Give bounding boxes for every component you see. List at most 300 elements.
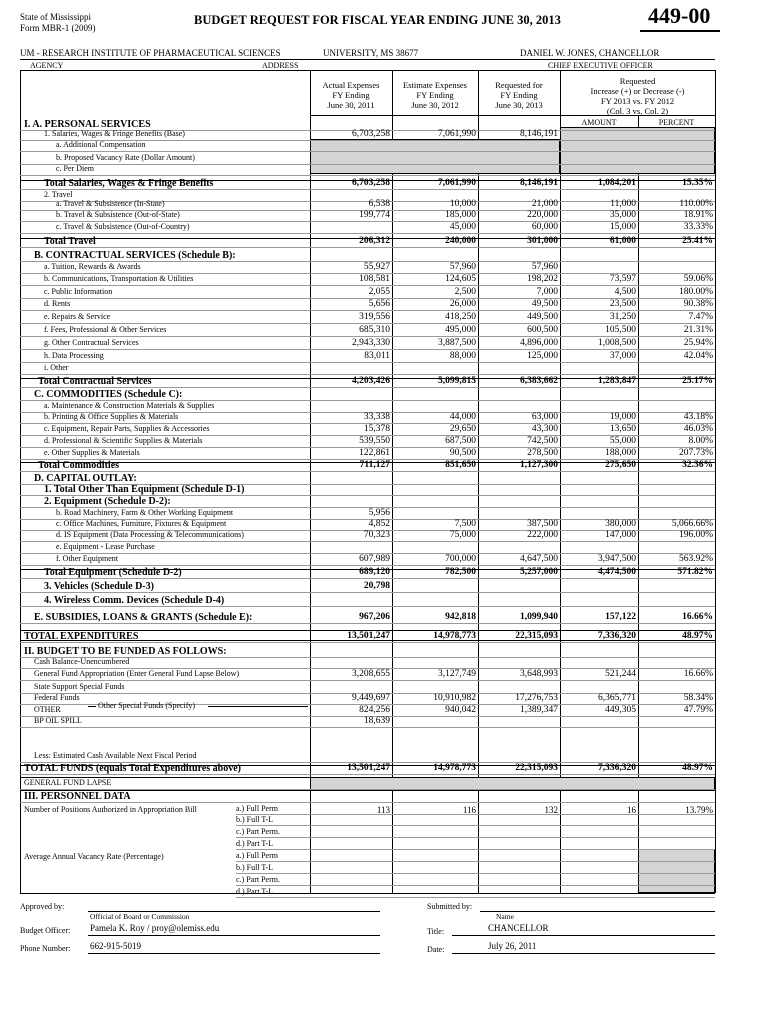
row-label: b. Printing & Office Supplies & Materials bbox=[44, 412, 179, 421]
agency-label: AGENCY bbox=[30, 61, 64, 70]
row-label: II. BUDGET TO BE FUNDED AS FOLLOWS: bbox=[24, 646, 227, 657]
cell-requested: 21,000 bbox=[531, 199, 558, 209]
personnel-separator bbox=[236, 897, 715, 898]
cell-change: 1,084,201 bbox=[598, 178, 636, 188]
table-bottom-border bbox=[20, 893, 715, 894]
row-separator bbox=[20, 151, 715, 152]
cell-requested: 49,500 bbox=[531, 299, 558, 309]
personnel-sublabel: d.) Part T-L bbox=[236, 839, 274, 848]
cell-actual: 18,639 bbox=[363, 716, 390, 726]
positions-change: 16 bbox=[627, 805, 636, 815]
cell-estimate: 14,978,773 bbox=[433, 631, 476, 641]
cell-actual: 824,256 bbox=[359, 705, 390, 715]
row-label: c. Public Information bbox=[44, 287, 113, 296]
cell-requested: 43,300 bbox=[531, 424, 558, 434]
cell-requested: 125,000 bbox=[527, 351, 558, 361]
cell-requested: 600,500 bbox=[527, 325, 558, 335]
cell-change: 13,650 bbox=[609, 424, 636, 434]
row-label: a. Tuition, Rewards & Awards bbox=[44, 262, 141, 271]
cell-requested: 278,500 bbox=[527, 448, 558, 458]
cell-percent: 47.79% bbox=[683, 705, 713, 715]
row-label: 2. Equipment (Schedule D-2): bbox=[44, 496, 171, 507]
cell-change: 275,650 bbox=[605, 460, 636, 470]
cell-actual: 2,055 bbox=[368, 287, 390, 297]
col-header-requested bbox=[478, 80, 560, 110]
col-header-estimate bbox=[392, 80, 478, 110]
cell-actual: 199,774 bbox=[359, 210, 390, 220]
col-header-actual-text: Actual Expenses FY Ending June 30, 2011 bbox=[322, 80, 380, 110]
cell-requested: 8,146,191 bbox=[520, 178, 558, 188]
section-rule bbox=[20, 630, 715, 631]
positions-requested: 132 bbox=[544, 805, 558, 815]
row-label: 1. Total Other Than Equipment (Schedule D-1) bbox=[44, 484, 245, 495]
personnel-sublabel: b.) Full T-L bbox=[236, 863, 274, 872]
other-special-funds-label: Other Special Funds (Specify) bbox=[98, 701, 196, 710]
row-label: e. Equipment - Lease Purchase bbox=[56, 542, 155, 551]
cell-actual: 20,798 bbox=[363, 581, 390, 591]
shaded-block-vacancy bbox=[638, 849, 715, 893]
cell-estimate: 687,500 bbox=[445, 436, 476, 446]
row-separator bbox=[20, 233, 715, 234]
cell-percent: 5,066.66% bbox=[671, 519, 713, 529]
table-top-border bbox=[20, 70, 715, 71]
cell-actual: 711,127 bbox=[359, 460, 390, 470]
cell-estimate: 495,000 bbox=[445, 325, 476, 335]
cell-change: 37,000 bbox=[609, 351, 636, 361]
cell-change: 55,000 bbox=[609, 436, 636, 446]
agency-name: UM - RESEARCH INSTITUTE OF PHARMACEUTICAL SCIENCES bbox=[20, 48, 281, 58]
official-label: Official of Board or Commission bbox=[90, 912, 190, 921]
row-label: D. CAPITAL OUTLAY: bbox=[34, 473, 137, 484]
row-separator bbox=[20, 285, 715, 286]
cell-percent: 58.34% bbox=[683, 693, 713, 703]
row-label: 3. Vehicles (Schedule D-3) bbox=[44, 581, 154, 592]
date-label: Date: bbox=[427, 945, 445, 954]
row-separator bbox=[20, 642, 715, 643]
cell-change: 6,365,771 bbox=[598, 693, 636, 703]
cell-change: 35,000 bbox=[609, 210, 636, 220]
row-separator bbox=[20, 189, 715, 190]
row-label: i. Other bbox=[44, 363, 69, 372]
positions-estimate: 116 bbox=[462, 805, 476, 815]
row-label: d. IS Equipment (Data Processing & Telecommunications) bbox=[56, 530, 244, 539]
row-separator bbox=[20, 349, 715, 350]
cell-actual: 2,943,330 bbox=[352, 338, 390, 348]
submitted-by-label: Submitted by: bbox=[427, 902, 473, 911]
personnel-separator bbox=[236, 837, 715, 838]
positions-label: Number of Positions Authorized in Appropriation Bill bbox=[24, 805, 197, 814]
cell-estimate: 124,605 bbox=[445, 274, 476, 284]
cell-requested: 63,000 bbox=[531, 412, 558, 422]
cell-requested: 22,315,093 bbox=[515, 763, 558, 773]
cell-percent: 110.00% bbox=[679, 199, 713, 209]
row-label: Less: Estimated Cash Available Next Fiscal Period bbox=[34, 751, 197, 760]
phone-label: Phone Number: bbox=[20, 944, 71, 953]
row-separator bbox=[20, 362, 715, 363]
cell-estimate: 26,000 bbox=[449, 299, 476, 309]
cell-actual: 689,120 bbox=[359, 567, 390, 577]
shaded-block-personal bbox=[310, 139, 560, 174]
agency-officer: DANIEL W. JONES, CHANCELLOR bbox=[520, 48, 660, 58]
row-separator bbox=[20, 310, 715, 311]
cell-estimate: 240,000 bbox=[445, 236, 476, 246]
cell-actual: 967,206 bbox=[359, 612, 390, 622]
cell-requested: 1,099,940 bbox=[520, 612, 558, 622]
row-label: GENERAL FUND LAPSE bbox=[24, 778, 112, 787]
vacancy-label: Average Annual Vacancy Rate (Percentage) bbox=[24, 852, 164, 861]
row-label: d. Professional & Scientific Supplies & Materials bbox=[44, 436, 203, 445]
cell-requested: 1,389,347 bbox=[520, 705, 558, 715]
row-separator bbox=[20, 606, 715, 607]
row-label: e. Repairs & Service bbox=[44, 312, 111, 321]
title-label: Title: bbox=[427, 927, 445, 936]
cell-percent: 563.92% bbox=[678, 554, 713, 564]
cell-change: 31,250 bbox=[609, 312, 636, 322]
address-label: ADDRESS bbox=[262, 61, 299, 70]
approved-by-label: Approved by: bbox=[20, 902, 65, 911]
col-header-percent: PERCENT bbox=[658, 118, 695, 127]
cell-requested: 8,146,191 bbox=[520, 129, 558, 139]
section-rule bbox=[20, 640, 715, 641]
cell-change: 1,283,847 bbox=[598, 376, 636, 386]
cell-percent: 207.73% bbox=[678, 448, 713, 458]
cell-requested: 7,000 bbox=[536, 287, 558, 297]
cell-requested: 220,000 bbox=[527, 210, 558, 220]
row-label: Total Commodities bbox=[38, 460, 120, 471]
cell-estimate: 45,000 bbox=[449, 222, 476, 232]
row-separator bbox=[20, 623, 715, 624]
cell-change: 15,000 bbox=[609, 222, 636, 232]
cell-actual: 83,011 bbox=[364, 351, 390, 361]
row-label: Total Salaries, Wages & Fringe Benefits bbox=[44, 178, 214, 189]
other-funds-tick bbox=[88, 706, 96, 707]
row-label: TOTAL FUNDS (equals Total Expenditures above) bbox=[24, 763, 241, 774]
row-separator bbox=[20, 471, 715, 472]
row-label: c. Travel & Subsistence (Out-of-Country) bbox=[56, 222, 190, 231]
cell-percent: 25.41% bbox=[682, 236, 713, 246]
cell-percent: 42.04% bbox=[683, 351, 713, 361]
cell-change: 7,336,320 bbox=[598, 631, 636, 641]
row-label: C. COMMODITIES (Schedule C): bbox=[34, 389, 183, 400]
cell-percent: 59.06% bbox=[683, 274, 713, 284]
cell-percent: 90.38% bbox=[683, 299, 713, 309]
cell-percent: 16.66% bbox=[682, 612, 713, 622]
row-separator bbox=[20, 387, 715, 388]
cell-estimate: 88,000 bbox=[449, 351, 476, 361]
row-label: f. Fees, Professional & Other Services bbox=[44, 325, 167, 334]
cell-percent: 33.33% bbox=[683, 222, 713, 232]
phone-value: 662-915-5019 bbox=[90, 941, 141, 951]
cell-change: 188,000 bbox=[605, 448, 636, 458]
row-label: a. Maintenance & Construction Materials & Supplies bbox=[44, 401, 215, 410]
cell-actual: 5,956 bbox=[368, 508, 390, 518]
row-label: III. PERSONNEL DATA bbox=[24, 791, 131, 802]
cell-requested: 3,648,993 bbox=[520, 669, 558, 679]
col-header-change bbox=[560, 76, 715, 116]
cell-percent: 46.03% bbox=[683, 424, 713, 434]
cell-change: 7,336,320 bbox=[598, 763, 636, 773]
row-separator bbox=[20, 578, 715, 579]
budget-officer-label: Budget Officer: bbox=[20, 926, 71, 935]
budget-officer-value: Pamela K. Roy / proy@olemiss.edu bbox=[90, 923, 220, 933]
row-label: Total Equipment (Schedule D-2) bbox=[44, 567, 182, 578]
cell-change: 4,500 bbox=[614, 287, 636, 297]
cell-actual: 6,703,258 bbox=[352, 178, 390, 188]
table-left-border bbox=[20, 70, 21, 893]
cell-percent: 7.47% bbox=[688, 312, 713, 322]
cell-estimate: 700,000 bbox=[445, 554, 476, 564]
cell-requested: 222,000 bbox=[527, 530, 558, 540]
section-rule bbox=[20, 378, 715, 379]
cell-estimate: 7,061,990 bbox=[438, 129, 476, 139]
cell-percent: 571.82% bbox=[677, 567, 713, 577]
cell-change: 73,597 bbox=[609, 274, 636, 284]
row-label: b. Travel & Subsistence (Out-of-State) bbox=[56, 210, 180, 219]
cell-percent: 196.00% bbox=[678, 530, 713, 540]
cell-change: 105,500 bbox=[605, 325, 636, 335]
col-header-requested-text: Requested for FY Ending June 30, 2013 bbox=[495, 80, 543, 110]
cell-actual: 319,556 bbox=[359, 312, 390, 322]
cell-requested: 387,500 bbox=[527, 519, 558, 529]
cell-estimate: 75,000 bbox=[449, 530, 476, 540]
cell-actual: 5,656 bbox=[368, 299, 390, 309]
cell-actual: 122,861 bbox=[359, 448, 390, 458]
row-label: a. Additional Compensation bbox=[56, 140, 146, 149]
row-separator bbox=[20, 164, 715, 165]
row-separator bbox=[20, 565, 715, 566]
row-separator bbox=[20, 175, 715, 176]
cell-requested: 5,257,000 bbox=[520, 567, 558, 577]
cell-estimate: 29,650 bbox=[449, 424, 476, 434]
row-label: b. Proposed Vacancy Rate (Dollar Amount) bbox=[56, 153, 195, 162]
personnel-separator bbox=[236, 873, 715, 874]
cell-change: 147,000 bbox=[605, 530, 636, 540]
cell-estimate: 44,000 bbox=[449, 412, 476, 422]
cell-percent: 43.18% bbox=[683, 412, 713, 422]
cell-percent: 21.31% bbox=[683, 325, 713, 335]
phone-line bbox=[88, 953, 380, 954]
cell-actual: 15,378 bbox=[363, 424, 390, 434]
cell-percent: 48.97% bbox=[682, 763, 713, 773]
cell-percent: 8.00% bbox=[688, 436, 713, 446]
name-label: Name bbox=[496, 912, 514, 921]
cell-requested: 57,960 bbox=[531, 262, 558, 272]
row-label: c. Equipment, Repair Parts, Supplies & Accessories bbox=[44, 424, 210, 433]
row-separator bbox=[20, 774, 715, 775]
cell-percent: 18.91% bbox=[683, 210, 713, 220]
submitted-by-line bbox=[480, 911, 715, 912]
cell-actual: 13,501,247 bbox=[347, 631, 390, 641]
row-separator bbox=[20, 374, 715, 375]
personnel-separator bbox=[236, 825, 715, 826]
row-label: I. A. PERSONAL SERVICES bbox=[24, 119, 151, 130]
cell-change: 1,008,500 bbox=[598, 338, 636, 348]
budget-number-underline bbox=[640, 30, 720, 32]
row-label: Federal Funds bbox=[34, 693, 80, 702]
cell-percent: 48.97% bbox=[682, 631, 713, 641]
cell-percent: 16.66% bbox=[683, 669, 713, 679]
cell-percent: 15.35% bbox=[682, 178, 713, 188]
row-label: OTHER bbox=[34, 705, 61, 714]
cell-actual: 13,501,247 bbox=[347, 763, 390, 773]
cell-estimate: 2,500 bbox=[454, 287, 476, 297]
personnel-sublabel: a.) Full Perm bbox=[236, 851, 278, 860]
row-label: d. Rents bbox=[44, 299, 71, 308]
section-rule bbox=[20, 238, 715, 239]
cell-change: 4,474,500 bbox=[598, 567, 636, 577]
cell-estimate: 5,099,815 bbox=[438, 376, 476, 386]
row-label: B. CONTRACTUAL SERVICES (Schedule B): bbox=[34, 250, 236, 261]
section-rule bbox=[20, 765, 715, 766]
cell-estimate: 90,500 bbox=[449, 448, 476, 458]
row-label: f. Other Equipment bbox=[56, 554, 118, 563]
date-value: July 26, 2011 bbox=[488, 941, 537, 951]
cell-actual: 6,538 bbox=[368, 199, 390, 209]
row-label: h. Data Processing bbox=[44, 351, 104, 360]
cell-requested: 6,383,662 bbox=[520, 376, 558, 386]
cell-percent: 180.00% bbox=[678, 287, 713, 297]
cell-estimate: 942,818 bbox=[445, 612, 476, 622]
row-label: State Support Special Funds bbox=[34, 682, 125, 691]
row-separator bbox=[20, 680, 715, 681]
row-label: Cash Balance-Unencumbered bbox=[34, 657, 130, 666]
row-label: c. Per Diem bbox=[56, 164, 94, 173]
row-separator bbox=[20, 247, 715, 248]
row-label: 4. Wireless Comm. Devices (Schedule D-4) bbox=[44, 595, 225, 606]
row-label: Total Travel bbox=[44, 236, 96, 247]
row-label: e. Other Supplies & Materials bbox=[44, 448, 140, 457]
positions-actual: 113 bbox=[376, 805, 390, 815]
personnel-sublabel: c.) Part Perm. bbox=[236, 827, 280, 836]
cell-requested: 4,896,000 bbox=[520, 338, 558, 348]
cell-actual: 607,989 bbox=[359, 554, 390, 564]
cell-change: 11,000 bbox=[610, 199, 636, 209]
budget-officer-line bbox=[88, 935, 380, 936]
cell-actual: 3,208,655 bbox=[352, 669, 390, 679]
col-header-amount: AMOUNT bbox=[581, 118, 617, 127]
cell-actual: 33,338 bbox=[363, 412, 390, 422]
row-separator bbox=[20, 802, 715, 803]
title-value: CHANCELLOR bbox=[488, 923, 549, 933]
personnel-sublabel: c.) Part Perm. bbox=[236, 875, 280, 884]
state-label: State of Mississippi bbox=[20, 12, 92, 22]
row-label: TOTAL EXPENDITURES bbox=[24, 631, 139, 642]
cell-requested: 60,000 bbox=[531, 222, 558, 232]
cell-estimate: 10,910,982 bbox=[433, 693, 476, 703]
row-separator bbox=[20, 323, 715, 324]
cell-actual: 6,703,258 bbox=[352, 129, 390, 139]
row-separator bbox=[20, 727, 715, 728]
col-header-estimate-text: Estimate Expenses FY Ending June 30, 2012 bbox=[403, 80, 467, 110]
cell-change: 449,305 bbox=[605, 705, 636, 715]
section-rule bbox=[20, 180, 715, 181]
agency-address: UNIVERSITY, MS 38677 bbox=[323, 48, 419, 58]
cell-actual: 685,310 bbox=[359, 325, 390, 335]
cell-actual: 539,550 bbox=[359, 436, 390, 446]
cell-percent: 25.17% bbox=[682, 376, 713, 386]
section-rule bbox=[20, 790, 715, 791]
cell-estimate: 418,250 bbox=[445, 312, 476, 322]
cell-requested: 198,202 bbox=[527, 274, 558, 284]
cell-actual: 9,449,697 bbox=[352, 693, 390, 703]
cell-requested: 4,647,500 bbox=[520, 554, 558, 564]
cell-actual: 206,312 bbox=[359, 236, 390, 246]
cell-change: 23,500 bbox=[609, 299, 636, 309]
row-label: g. Other Contractual Services bbox=[44, 338, 139, 347]
personnel-sublabel: d.) Part T-L bbox=[236, 887, 274, 896]
cell-estimate: 57,960 bbox=[449, 262, 476, 272]
cell-change: 521,244 bbox=[605, 669, 636, 679]
row-separator bbox=[20, 336, 715, 337]
cell-estimate: 940,042 bbox=[445, 705, 476, 715]
cell-requested: 742,500 bbox=[527, 436, 558, 446]
cell-estimate: 851,650 bbox=[445, 460, 476, 470]
cell-actual: 4,852 bbox=[368, 519, 390, 529]
cell-requested: 17,276,753 bbox=[515, 693, 558, 703]
budget-number: 449-00 bbox=[648, 3, 711, 28]
row-label: 1. Salaries, Wages & Fringe Benefits (Base) bbox=[44, 129, 185, 138]
row-label: a. Travel & Subsistence (In-State) bbox=[56, 199, 165, 208]
row-label: 2. Travel bbox=[44, 190, 73, 199]
personnel-sublabel: b.) Full T-L bbox=[236, 815, 274, 824]
form-label: Form MBR-1 (2009) bbox=[20, 23, 96, 33]
cell-estimate: 10,000 bbox=[449, 199, 476, 209]
personnel-separator bbox=[236, 849, 715, 850]
section-rule bbox=[20, 777, 715, 778]
cell-change: 157,122 bbox=[605, 612, 636, 622]
cell-percent: 32.36% bbox=[682, 460, 713, 470]
cell-actual: 55,927 bbox=[363, 262, 390, 272]
cell-percent: 25.94% bbox=[683, 338, 713, 348]
date-line bbox=[452, 953, 715, 954]
personnel-separator bbox=[236, 861, 715, 862]
cell-actual: 108,581 bbox=[359, 274, 390, 284]
officer-label: CHIEF EXECUTIVE OFFICER bbox=[548, 61, 653, 70]
cell-estimate: 7,500 bbox=[454, 519, 476, 529]
cell-change: 61,000 bbox=[609, 236, 636, 246]
row-label: General Fund Appropriation (Enter General Fund Lapse Below) bbox=[34, 669, 240, 678]
col-header-actual bbox=[310, 80, 392, 110]
row-separator bbox=[20, 592, 715, 593]
page-title: BUDGET REQUEST FOR FISCAL YEAR ENDING JUNE 30, 2013 bbox=[194, 13, 561, 27]
cell-estimate: 14,978,773 bbox=[433, 763, 476, 773]
cell-estimate: 7,061,990 bbox=[438, 178, 476, 188]
row-label: b. Road Machinery, Farm & Other Working Equipment bbox=[56, 508, 234, 517]
agency-line bbox=[20, 59, 715, 60]
cell-change: 380,000 bbox=[605, 519, 636, 529]
cell-estimate: 185,000 bbox=[445, 210, 476, 220]
other-funds-line bbox=[208, 706, 308, 707]
col-header-change-text: Requested Increase (+) or Decrease (-) FY 2013 vs. FY 2012 (Col. 3 vs. Col. 2) bbox=[590, 76, 685, 116]
cell-requested: 1,127,300 bbox=[520, 460, 558, 470]
cell-requested: 449,500 bbox=[527, 312, 558, 322]
section-rule bbox=[20, 569, 715, 570]
row-label: Total Contractual Services bbox=[38, 376, 152, 387]
row-label: c. Office Machines, Furniture, Fixtures & Equipment bbox=[56, 519, 227, 528]
cell-change: 19,000 bbox=[609, 412, 636, 422]
row-label: BP OIL SPILL bbox=[34, 716, 82, 725]
section-rule bbox=[20, 462, 715, 463]
cell-estimate: 3,127,749 bbox=[438, 669, 476, 679]
personnel-sublabel: a.) Full Perm bbox=[236, 804, 278, 813]
cell-estimate: 782,500 bbox=[445, 567, 476, 577]
personnel-separator bbox=[236, 885, 715, 886]
cell-requested: 22,315,093 bbox=[515, 631, 558, 641]
cell-actual: 4,203,426 bbox=[352, 376, 390, 386]
cell-estimate: 3,887,500 bbox=[438, 338, 476, 348]
cell-requested: 301,000 bbox=[527, 236, 558, 246]
table-right-border bbox=[715, 70, 716, 893]
